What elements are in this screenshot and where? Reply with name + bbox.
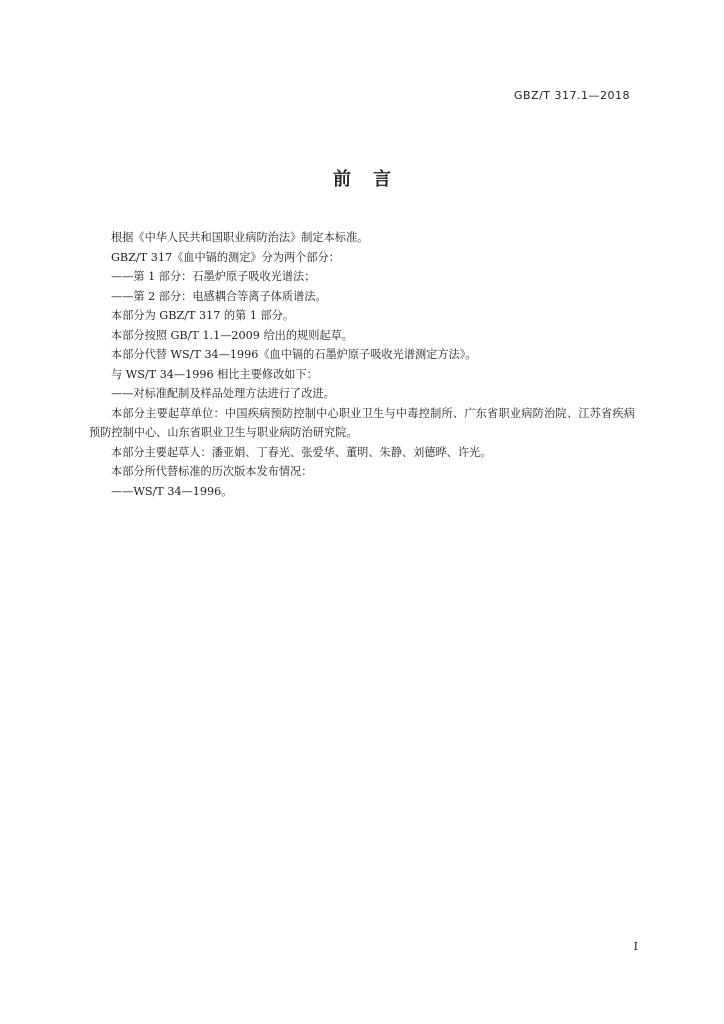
paragraph-parts-intro: GBZ/T 317《血中镉的测定》分为两个部分： <box>111 250 340 264</box>
paragraph-history-intro: 本部分所代替标准的历次版本发布情况： <box>111 465 313 478</box>
paragraph-history-item: ——WS/T 34—1996。 <box>111 484 233 498</box>
paragraph-replaces: 本部分代替 WS/T 34—1996《血中镉的石墨炉原子吸收光谱测定方法》。 <box>111 348 477 361</box>
paragraph-drafters: 本部分主要起草人：潘亚娟、丁春光、张爱华、董明、朱静、刘德晔、许光。 <box>111 445 492 459</box>
paragraph-change-item: ——对标准配制及样品处理方法进行了改进。 <box>111 387 335 400</box>
paragraph-this-part: 本部分为 GBZ/T 317 的第 1 部分。 <box>111 309 295 322</box>
page-title: 前言 <box>333 169 413 190</box>
page-number: I <box>633 940 638 953</box>
paragraph-legal-basis: 根据《中华人民共和国职业病防治法》制定本标准。 <box>111 231 369 244</box>
standard-code: GBZ/T 317.1—2018 <box>513 89 630 102</box>
foreword-body <box>89 228 635 501</box>
paragraph-drafting-rules: 本部分按照 GB/T 1.1—2009 给出的规则起草。 <box>111 328 353 342</box>
paragraph-part-1: ——第 1 部分：石墨炉原子吸收光谱法； <box>111 270 316 283</box>
paragraph-drafting-units: 本部分主要起草单位：中国疾病预防控制中心职业卫生与中毒控制所、广东省职业病防治院、江苏省疾病预防控制中心、山东省职业卫生与职业病防治研究院。 <box>89 406 635 439</box>
paragraph-changes-intro: 与 WS/T 34—1996 相比主要修改如下： <box>111 367 318 381</box>
paragraph-part-2: ——第 2 部分：电感耦合等离子体质谱法。 <box>111 289 327 303</box>
